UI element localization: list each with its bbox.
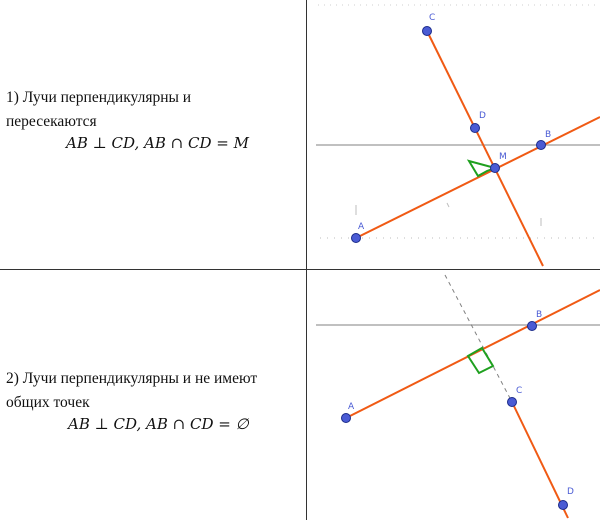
row2-caption xyxy=(6,367,304,415)
row1-diagram xyxy=(307,0,600,269)
row2-label-d: D xyxy=(567,487,574,497)
row1-label-b: B xyxy=(545,130,552,140)
row1-point-m xyxy=(491,164,500,173)
row2-caption-line2: общих точек xyxy=(6,394,90,411)
row2-ray-cd xyxy=(512,402,568,518)
row2-point-a xyxy=(342,414,351,423)
row1-ray-cd xyxy=(427,31,543,266)
row1-caption-line1: 1) Лучи перпендикулярны и xyxy=(6,89,192,106)
row1-label-a: A xyxy=(358,222,365,232)
row1-point-d xyxy=(471,124,480,133)
row2-point-c xyxy=(508,398,517,407)
row2-label-a: A xyxy=(348,402,355,412)
row2-point-b xyxy=(528,322,537,331)
row1-point-b xyxy=(537,141,546,150)
row2-point-d xyxy=(559,501,568,510)
row2-label-c: C xyxy=(516,386,523,396)
row1-label-c: C xyxy=(429,13,436,23)
row1-caption xyxy=(6,86,301,134)
row2-label-b: B xyxy=(536,310,543,320)
row2-caption-line1: 2) Лучи перпендикулярны и не имеют xyxy=(6,370,258,387)
row1-formula: AB ⊥ CD, AB ∩ CD = M xyxy=(66,134,249,152)
row1-caption-line2: пересекаются xyxy=(6,113,97,130)
row1-label-d: D xyxy=(479,111,486,121)
row2-formula: AB ⊥ CD, AB ∩ CD = ∅ xyxy=(68,415,249,433)
row1-point-c xyxy=(423,27,432,36)
row1-point-a xyxy=(352,234,361,243)
row1-tick-mark xyxy=(447,203,449,207)
row1-label-m: M xyxy=(499,152,507,162)
row2-right-angle-marker xyxy=(468,348,493,373)
row2-diagram xyxy=(307,270,600,520)
